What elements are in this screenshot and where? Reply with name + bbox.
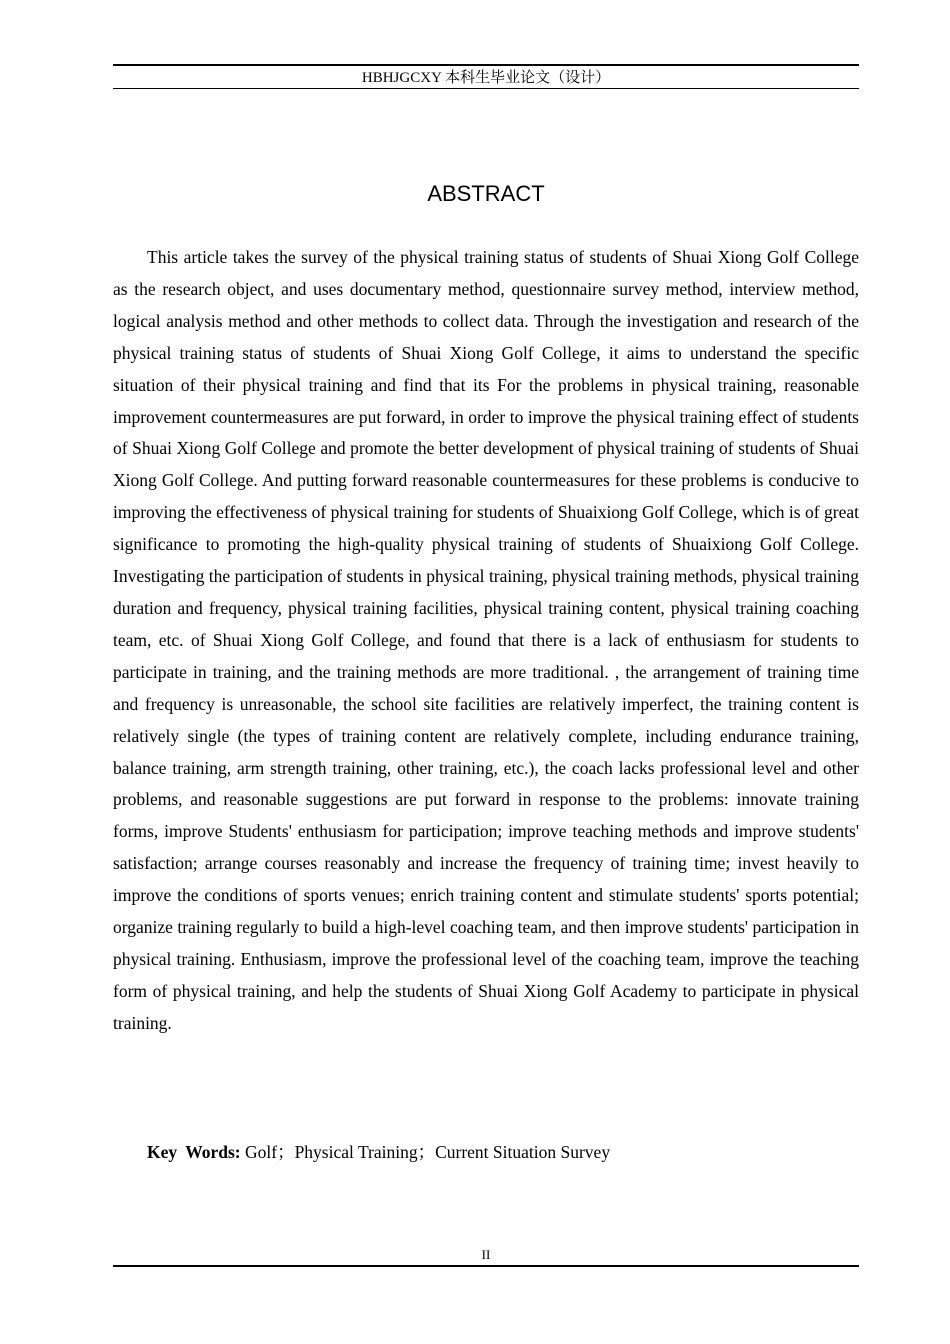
header-rule-top <box>113 64 859 66</box>
keywords-line <box>147 1137 859 1167</box>
keywords-label: Key Words: <box>147 1142 241 1162</box>
header-rule-bottom <box>113 88 859 89</box>
footer-rule <box>113 1265 859 1267</box>
running-header: HBHJGCXY 本科生毕业论文（设计） <box>361 70 611 86</box>
abstract-body: This article takes the survey of the physical training status of students of Shuai Xiong Golf College as the research object, and uses documentary method, questionnaire survey method, interview method, logical analysis method and other methods to collect data. Through the investigation and research of the physical training status of students of Shuai Xiong Golf College, it aims to understand the specific situation of their physical training and find that its For the problems in physical training, reasonable improvement countermeasures are put forward, in order to improve the physical training effect of students of Shuai Xiong Golf College and promote the better development of physical training of students of Shuai Xiong Golf College. And putting forward reasonable countermeasures for these problems is conducive to improving the effectiveness of physical training for students of Shuaixiong Golf College, which is of great significance to promoting the high-quality physical training of students of Shuaixiong Golf College. Investigating the participation of students in physical training, physical training methods, physical training duration and frequency, physical training facilities, physical training content, physical training coaching team, etc. of Shuai Xiong Golf College, and found that there is a lack of enthusiasm for students to participate in training, and the training methods are more traditional. , the arrangement of training time and frequency is unreasonable, the school site facilities are relatively imperfect, the training content is relatively single (the types of training content are relatively complete, including endurance training, balance training, arm strength training, other training, etc.), the coach lacks professional level and other problems, and reasonable suggestions are put forward in response to the problems: innovate training forms, improve Students' enthusiasm for participation; improve teaching methods and improve students' satisfaction; arrange courses reasonably and increase the frequency of training time; invest heavily to improve the conditions of sports venues; enrich training content and stimulate students' sports potential; organize training regularly to build a high-level coaching team, and then improve students' participation in physical training. Enthusiasm, improve the professional level of the coaching team, improve the teaching form of physical training, and help the students of Shuai Xiong Golf Academy to participate in physical training. <box>113 247 859 1033</box>
abstract-heading: ABSTRACT <box>427 181 545 206</box>
page-number: II <box>481 1247 491 1262</box>
keywords-value: Golf；Physical Training；Current Situation Survey <box>245 1142 611 1162</box>
